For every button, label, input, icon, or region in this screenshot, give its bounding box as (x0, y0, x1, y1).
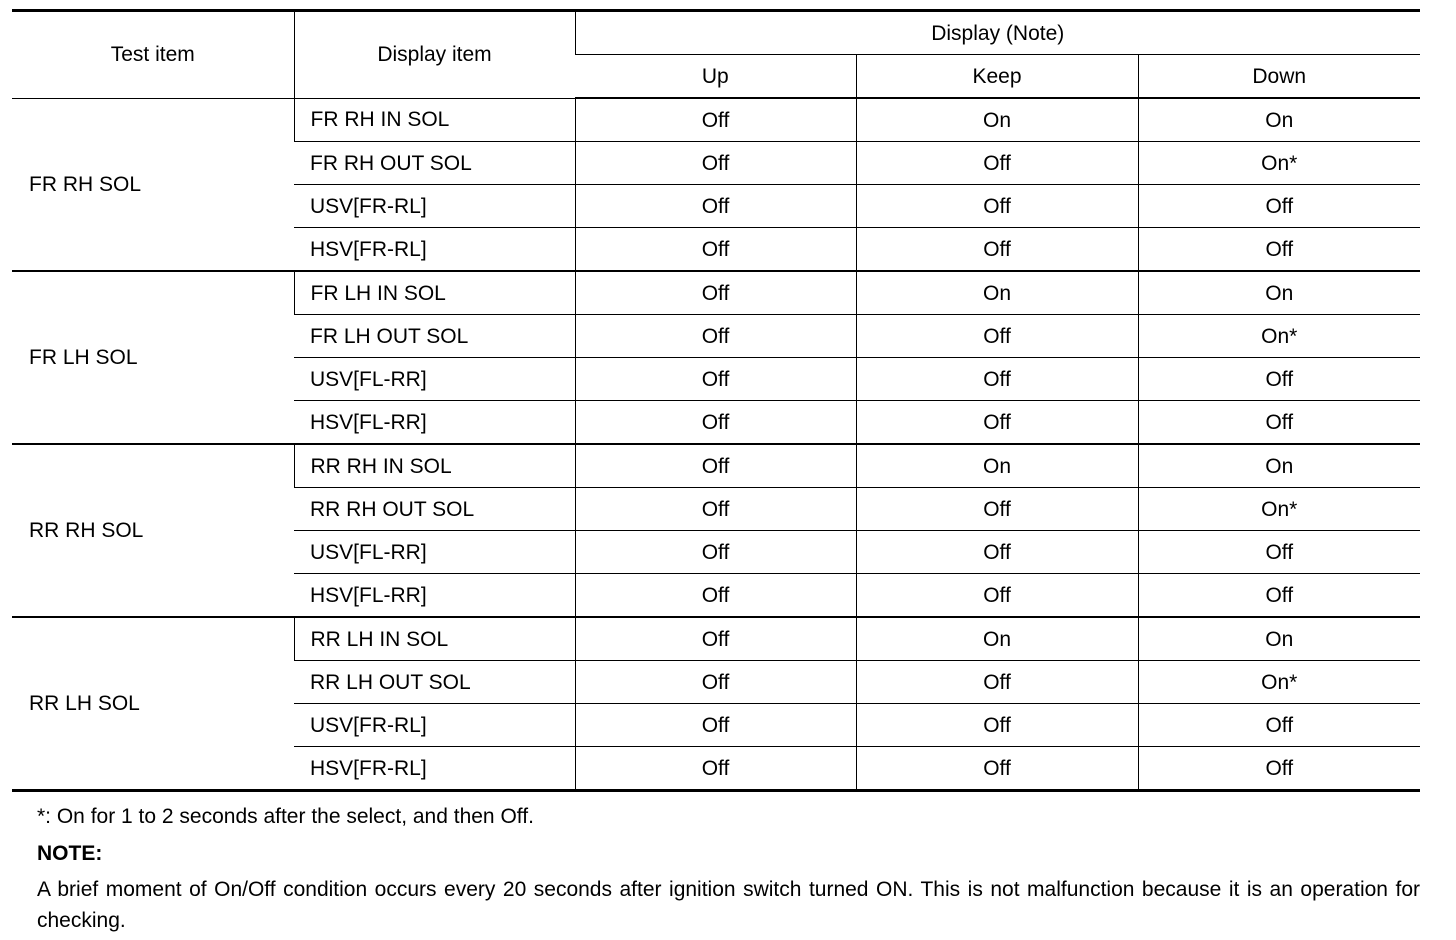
keep-value-cell: Off (856, 358, 1138, 401)
down-value-cell: Off (1138, 358, 1420, 401)
document (12, 9, 1420, 936)
keep-value-cell: Off (856, 315, 1138, 358)
header-test-item: Test item (12, 11, 294, 99)
up-value-cell: Off (575, 444, 856, 488)
keep-value-cell: Off (856, 185, 1138, 228)
test-item-cell: RR LH SOL (12, 617, 294, 791)
table-row (12, 271, 1420, 315)
down-value-cell: On (1138, 617, 1420, 661)
down-value-cell: On* (1138, 661, 1420, 704)
notes-section (37, 802, 1420, 936)
header-down: Down (1138, 55, 1420, 99)
keep-value-cell: Off (856, 488, 1138, 531)
keep-value-cell: On (856, 271, 1138, 315)
down-value-cell: Off (1138, 185, 1420, 228)
down-value-cell: Off (1138, 704, 1420, 747)
keep-value-cell: Off (856, 531, 1138, 574)
table-row (12, 444, 1420, 488)
down-value-cell: Off (1138, 747, 1420, 791)
down-value-cell: On (1138, 271, 1420, 315)
keep-value-cell: On (856, 617, 1138, 661)
down-value-cell: Off (1138, 228, 1420, 272)
display-item-cell: RR RH OUT SOL (294, 488, 575, 531)
up-value-cell: Off (575, 228, 856, 272)
keep-value-cell: On (856, 98, 1138, 142)
display-item-cell: HSV[FR-RL] (294, 228, 575, 272)
header-up: Up (575, 55, 856, 99)
up-value-cell: Off (575, 401, 856, 445)
header-keep: Keep (856, 55, 1138, 99)
display-item-cell: FR RH OUT SOL (294, 142, 575, 185)
display-item-cell: USV[FR-RL] (294, 704, 575, 747)
display-item-cell: FR RH IN SOL (294, 98, 575, 142)
keep-value-cell: Off (856, 142, 1138, 185)
display-item-cell: HSV[FL-RR] (294, 401, 575, 445)
keep-value-cell: Off (856, 574, 1138, 618)
up-value-cell: Off (575, 488, 856, 531)
up-value-cell: Off (575, 98, 856, 142)
header-display-note: Display (Note) (575, 11, 1420, 55)
down-value-cell: On (1138, 98, 1420, 142)
keep-value-cell: Off (856, 747, 1138, 791)
up-value-cell: Off (575, 747, 856, 791)
display-item-cell: HSV[FR-RL] (294, 747, 575, 791)
up-value-cell: Off (575, 617, 856, 661)
keep-value-cell: Off (856, 401, 1138, 445)
up-value-cell: Off (575, 358, 856, 401)
keep-value-cell: Off (856, 704, 1138, 747)
up-value-cell: Off (575, 661, 856, 704)
up-value-cell: Off (575, 574, 856, 618)
table-row (12, 98, 1420, 142)
display-item-cell: RR RH IN SOL (294, 444, 575, 488)
down-value-cell: On* (1138, 142, 1420, 185)
down-value-cell: Off (1138, 401, 1420, 445)
down-value-cell: On* (1138, 488, 1420, 531)
up-value-cell: Off (575, 704, 856, 747)
keep-value-cell: On (856, 444, 1138, 488)
down-value-cell: Off (1138, 574, 1420, 618)
display-item-cell: HSV[FL-RR] (294, 574, 575, 618)
display-item-cell: USV[FL-RR] (294, 531, 575, 574)
up-value-cell: Off (575, 531, 856, 574)
table-row (12, 617, 1420, 661)
up-value-cell: Off (575, 271, 856, 315)
display-item-cell: FR LH OUT SOL (294, 315, 575, 358)
footnote: *: On for 1 to 2 seconds after the select, and then Off. (37, 805, 534, 828)
display-item-cell: RR LH IN SOL (294, 617, 575, 661)
header-display-item: Display item (294, 11, 575, 99)
keep-value-cell: Off (856, 661, 1138, 704)
note-body: A brief moment of On/Off condition occurs every 20 seconds after ignition switch turned ON. This is not malfunction because it is an operation for checking. (37, 878, 1420, 932)
down-value-cell: Off (1138, 531, 1420, 574)
display-item-cell: USV[FR-RL] (294, 185, 575, 228)
keep-value-cell: Off (856, 228, 1138, 272)
note-heading: NOTE: (37, 842, 103, 865)
test-item-cell: RR RH SOL (12, 444, 294, 617)
down-value-cell: On* (1138, 315, 1420, 358)
table-body (12, 98, 1420, 791)
test-item-cell: FR LH SOL (12, 271, 294, 444)
down-value-cell: On (1138, 444, 1420, 488)
test-item-cell: FR RH SOL (12, 98, 294, 271)
display-item-cell: RR LH OUT SOL (294, 661, 575, 704)
display-item-cell: USV[FL-RR] (294, 358, 575, 401)
up-value-cell: Off (575, 185, 856, 228)
up-value-cell: Off (575, 142, 856, 185)
solenoid-test-table (12, 9, 1420, 792)
display-item-cell: FR LH IN SOL (294, 271, 575, 315)
up-value-cell: Off (575, 315, 856, 358)
table-header (12, 11, 1420, 99)
